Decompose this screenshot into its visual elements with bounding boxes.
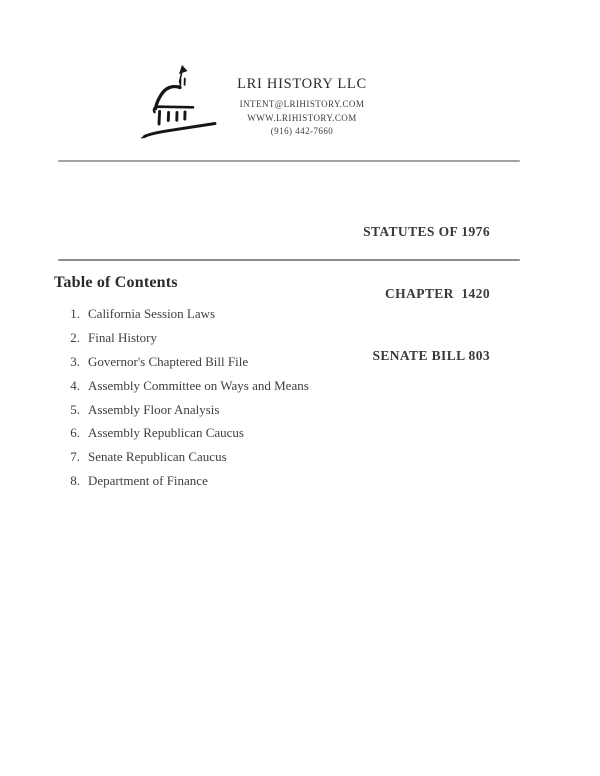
toc-item <box>68 425 309 449</box>
toc-item-number: 3. <box>70 353 80 369</box>
toc-item-label: Assembly Committee on Ways and Means <box>88 377 309 393</box>
toc-item <box>68 402 309 426</box>
toc-item-number: 8. <box>70 473 80 489</box>
toc-item-number: 7. <box>70 449 80 465</box>
toc-item <box>68 354 309 378</box>
company-name: LRI HISTORY LLC <box>237 76 367 92</box>
toc-item-label: Senate Republican Caucus <box>88 449 227 465</box>
toc-item <box>68 378 309 402</box>
toc-list <box>68 306 309 497</box>
toc-title: Table of Contents <box>54 274 178 291</box>
statutes-line: STATUTES OF 1976 <box>363 224 490 240</box>
toc-item-label: Assembly Republican Caucus <box>88 425 244 441</box>
company-phone: (916) 442-7660 <box>270 126 334 137</box>
toc-item-label: Final History <box>88 329 157 345</box>
toc-item <box>68 306 309 330</box>
bill-reference-block <box>363 181 490 408</box>
toc-item-label: Department of Finance <box>88 473 208 489</box>
toc-item-number: 1. <box>70 306 80 321</box>
reference-divider-rule <box>58 259 520 261</box>
toc-item-number: 4. <box>70 377 80 393</box>
toc-item-label: Governor's Chaptered Bill File <box>88 353 249 369</box>
logo-flag-shape <box>179 65 188 74</box>
toc-item-number: 2. <box>70 329 80 345</box>
company-email: INTENT@LRIHISTORY.COM <box>239 99 365 109</box>
company-website: WWW.LRIHISTORY.COM <box>247 112 357 123</box>
toc-item-number: 6. <box>70 425 80 441</box>
senate-bill-line: SENATE BILL 803 <box>372 347 490 363</box>
toc-item <box>68 330 309 354</box>
toc-item-label: California Session Laws <box>88 306 216 321</box>
toc-item-label: Assembly Floor Analysis <box>88 401 220 417</box>
header-divider-rule <box>58 160 520 162</box>
chapter-line: CHAPTER 1420 <box>385 285 490 301</box>
toc-item-number: 5. <box>70 401 80 417</box>
toc-item <box>68 449 309 473</box>
letterhead <box>182 74 422 139</box>
toc-item <box>68 473 309 497</box>
